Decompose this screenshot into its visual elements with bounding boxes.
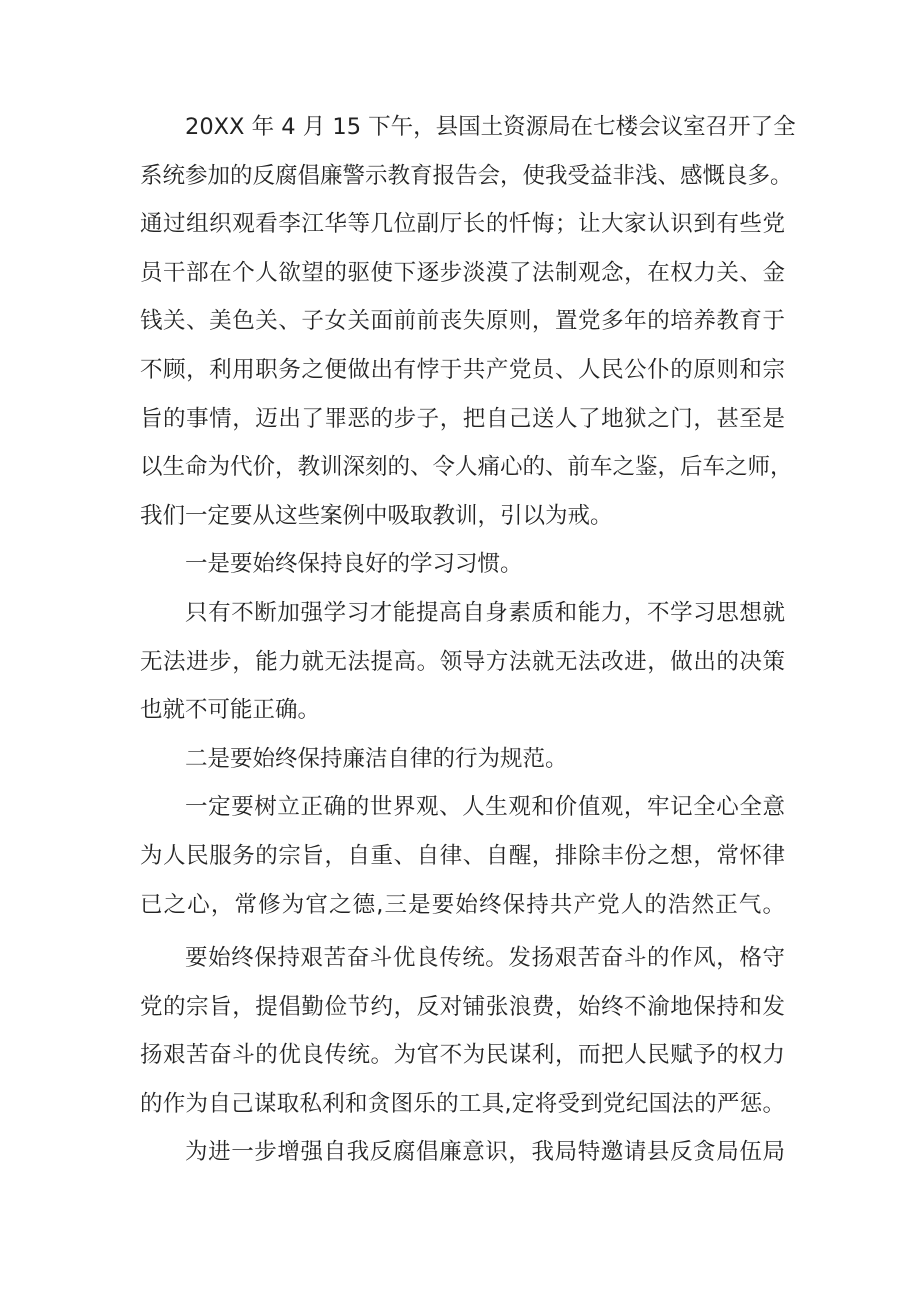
paragraph-3-line-2: 无法进步，能力就无法提高。领导方法就无法改进，做出的决策: [140, 648, 785, 675]
paragraph-1-line-8: 以生命为代价，教训深刻的、令人痛心的、前车之鉴，后车之师，: [140, 454, 793, 481]
paragraph-3-line-3: 也就不可能正确。: [140, 697, 321, 724]
paragraph-5-line-3: 已之心，常修为官之德,三是要始终保持共产党人的浩然正气。: [140, 891, 785, 918]
paragraph-1-line-7: 旨的事情，迈出了罪恶的步子，把自己送人了地狱之门，甚至是: [140, 405, 785, 432]
paragraph-1-line-3: 通过组织观看李江华等几位副厅长的忏悔；让大家认识到有些党: [140, 211, 785, 238]
paragraph-3-line-1: 只有不断加强学习才能提高自身素质和能力，不学习思想就: [185, 599, 785, 626]
paragraph-2-heading: 一是要始终保持良好的学习习惯。: [185, 551, 523, 578]
paragraph-1-line-1: 20XX 年 4 月 15 下午，县国土资源局在七楼会议室召开了全: [185, 114, 796, 140]
paragraph-1-line-6: 不顾，利用职务之便做出有悖于共产党员、人民公仆的原则和宗: [140, 356, 785, 383]
paragraph-6-line-2: 党的宗旨，提倡勤俭节约，反对铺张浪费，始终不渝地保持和发: [140, 993, 785, 1020]
paragraph-7-line-1: 为进一步增强自我反腐倡廉意识，我局特邀请县反贪局伍局: [185, 1139, 785, 1166]
paragraph-1-line-5: 钱关、美色关、子女关面前前丧失原则，置党多年的培养教育于: [140, 308, 785, 335]
paragraph-1-line-4: 员干部在个人欲望的驱使下逐步淡漠了法制观念，在权力关、金: [140, 259, 785, 286]
paragraph-1-line-9: 我们一定要从这些案例中吸取教训，引以为戒。: [140, 502, 613, 529]
paragraph-6-line-3: 扬艰苦奋斗的优良传统。为官不为民谋利，而把人民赋予的权力: [140, 1042, 785, 1069]
paragraph-4-heading: 二是要始终保持廉洁自律的行为规范。: [185, 745, 568, 772]
paragraph-1-line-2: 系统参加的反腐倡廉警示教育报告会，使我受益非浅、感慨良多。: [140, 162, 793, 189]
paragraph-5-line-2: 为人民服务的宗旨，自重、自律、自醒，排除丰份之想，常怀律: [140, 842, 785, 869]
paragraph-6-line-1: 要始终保持艰苦奋斗优良传统。发扬艰苦奋斗的作风，格守: [185, 945, 785, 972]
paragraph-6-line-4: 的作为自己谋取私利和贪图乐的工具,定将受到党纪国法的严惩。: [140, 1090, 785, 1117]
paragraph-5-line-1: 一定要树立正确的世界观、人生观和价值观，牢记全心全意: [185, 794, 785, 821]
document-body: [140, 103, 796, 1177]
